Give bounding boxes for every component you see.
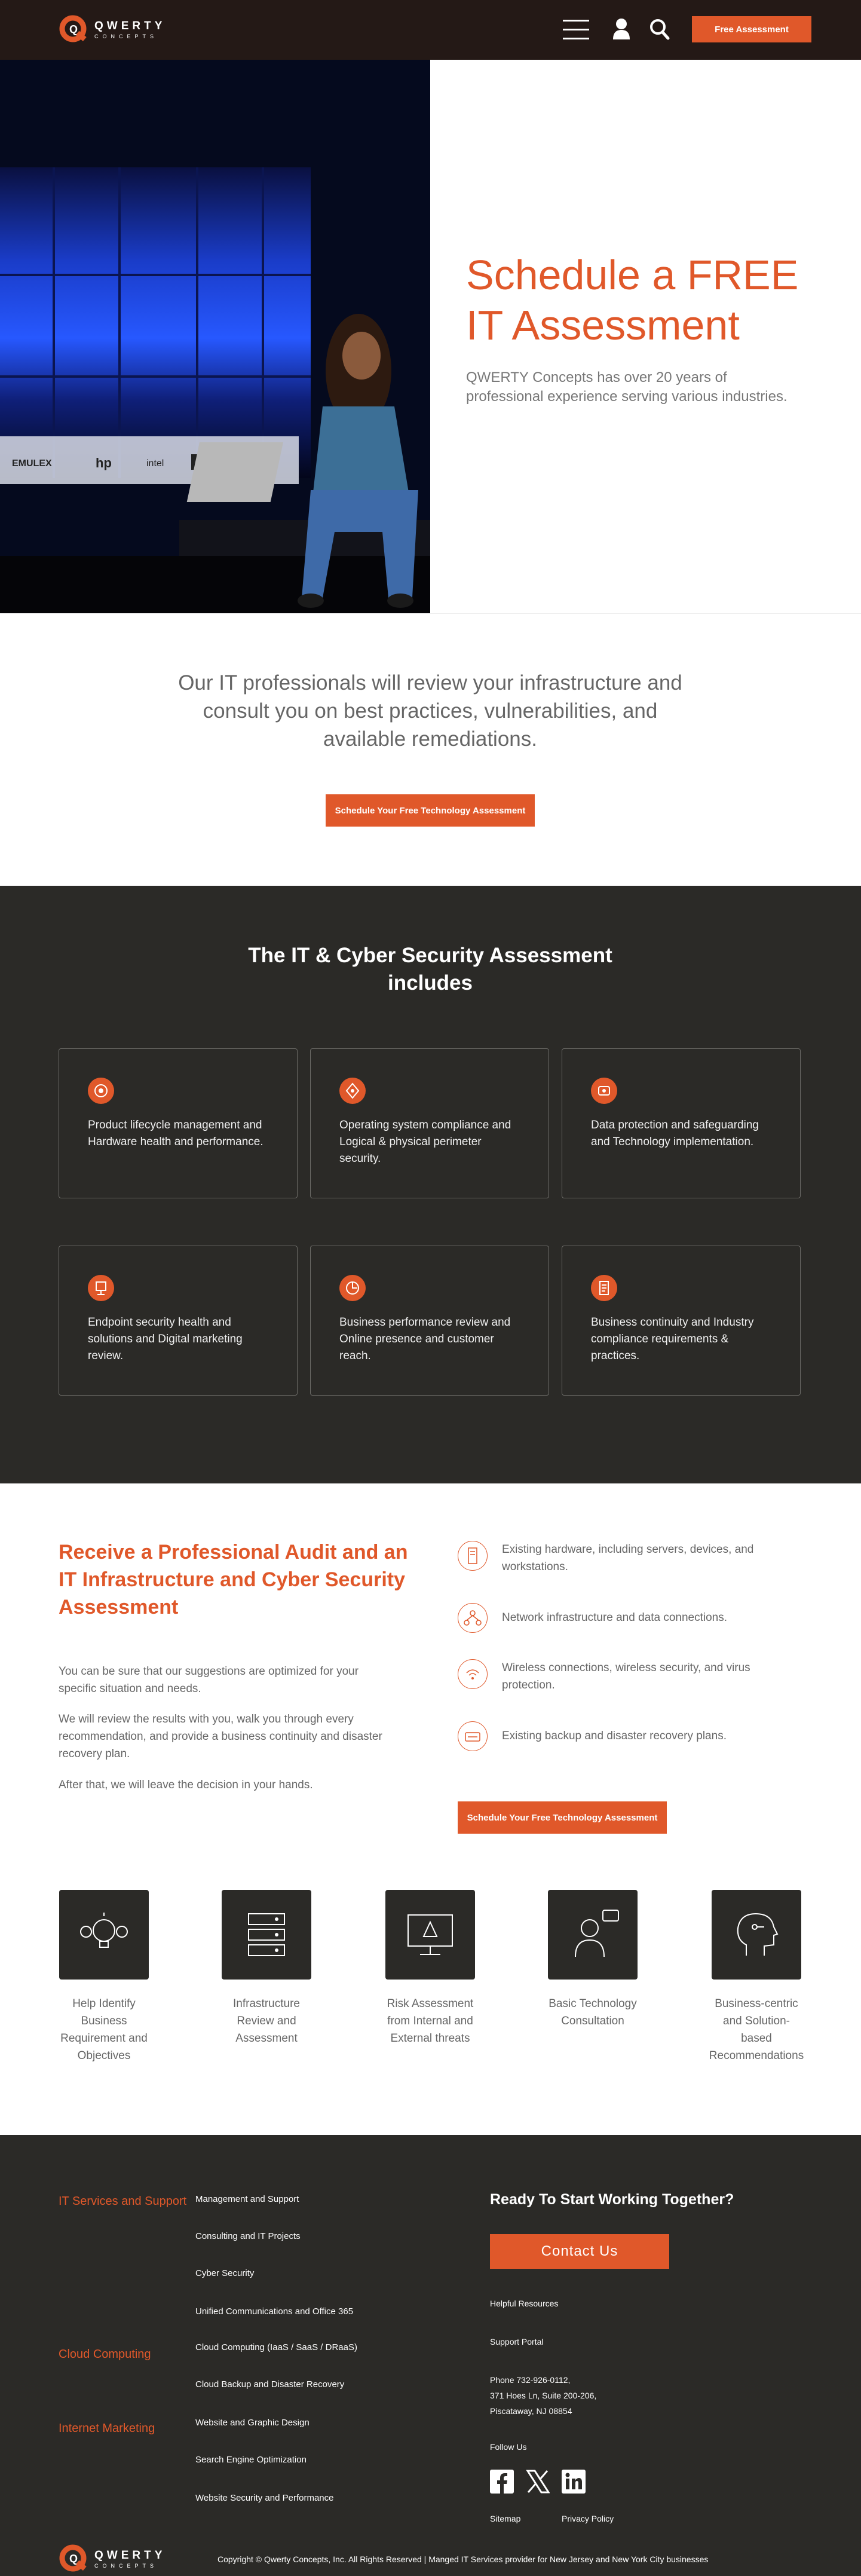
logo-sub: CONCEPTS <box>94 33 158 39</box>
include-card: Endpoint security health and solutions and Digital marketing review. <box>59 1246 298 1396</box>
lifecycle-icon <box>88 1078 114 1104</box>
footer-link[interactable]: Management and Support <box>195 2194 299 2204</box>
site-header <box>0 0 861 60</box>
footer-category[interactable]: Cloud Computing <box>59 2348 151 2361</box>
user-icon[interactable] <box>612 18 630 39</box>
gears-bulb-icon <box>59 1890 149 1980</box>
sitemap-link[interactable]: Sitemap <box>490 2514 521 2523</box>
audit-section: Receive a Professional Audit and an IT Infrastructure and Cyber Security Assessment You can be sure that our suggestions are optimized for your specific situation and needs. We will review the results with you, walk you through every recommendation, and provide a business continuity and disaster recovery plan. After that, we will leave the decision in your hands. Existing hardware, including servers, devices, and workstations. Network infrastructure and data connections. Wireless connections, wireless security, and virus protection. Existing backup and disaster recovery plans. Schedule Your Free Technology Assessment Help Identify Business Requirement and Objectives Infrastructure Review and Assessment Risk Assessment from Internal and External threats Basic Technology Consultation Business-centric and Solution-based Recommendations <box>0 1483 861 2135</box>
privacy-policy-link[interactable]: Privacy Policy <box>562 2514 614 2523</box>
perimeter-icon <box>339 1078 366 1104</box>
footer-heading: Ready To Start Working Together? <box>490 2191 734 2208</box>
logo-name: QWERTY <box>94 2549 166 2562</box>
hero-section <box>0 60 861 613</box>
hero-title: Schedule a FREE IT Assessment <box>466 252 799 348</box>
footer-address: 371 Hoes Ln, Suite 200-206, <box>490 2391 597 2400</box>
consultant-icon <box>548 1890 638 1980</box>
audit-paragraph: We will review the results with you, walk you through every recommendation, and provide a business continuity and disaster recovery plan. <box>59 1713 382 1760</box>
data-protection-icon <box>591 1078 617 1104</box>
linkedin-icon[interactable] <box>562 2470 586 2494</box>
audit-paragraph: After that, we will leave the decision in your hands. <box>59 1779 313 1791</box>
site-footer <box>0 2135 861 2576</box>
footer-link[interactable]: Consulting and IT Projects <box>195 2231 301 2241</box>
schedule-assessment-button[interactable]: Schedule Your Free Technology Assessment <box>458 1801 667 1834</box>
follow-us-label: Follow Us <box>490 2442 527 2452</box>
intro-section <box>0 613 861 886</box>
include-card: Product lifecycle management and Hardware health and performance. <box>59 1048 298 1198</box>
header-logo[interactable] <box>59 14 166 45</box>
performance-icon <box>339 1275 366 1301</box>
qwerty-logo-icon <box>59 14 90 45</box>
qwerty-logo-icon <box>59 2544 90 2575</box>
footer-address: Piscataway, NJ 08854 <box>490 2406 572 2416</box>
footer-category[interactable]: IT Services and Support <box>59 2195 187 2208</box>
free-assessment-button[interactable]: Free Assessment <box>692 16 811 42</box>
audit-title: Receive a Professional Audit and an IT Infrastructure and Cyber Security Assessment <box>59 1541 408 1619</box>
copyright-text: Copyright © Qwerty Concepts, Inc. All Rights Reserved | Manged IT Services provider for New Jersey and New York City businesses <box>217 2554 709 2564</box>
brand-hp: hp <box>96 455 112 470</box>
hero-image <box>0 60 430 613</box>
footer-link[interactable]: Cyber Security <box>195 2268 255 2278</box>
endpoint-icon <box>88 1275 114 1301</box>
footer-link[interactable]: Website Security and Performance <box>195 2493 334 2503</box>
brand-intel: intel <box>146 458 164 469</box>
intro-text: Our IT professionals will review your infrastructure and consult you on best practices, vulnerabilities, and available remediations. <box>178 671 682 751</box>
head-circuit-icon <box>712 1890 801 1980</box>
footer-link[interactable]: Search Engine Optimization <box>195 2455 307 2465</box>
logo-name: QWERTY <box>94 20 166 32</box>
x-twitter-icon[interactable] <box>526 2470 550 2494</box>
svg-text:Q: Q <box>69 2553 78 2565</box>
wireless-icon <box>458 1659 488 1689</box>
search-icon[interactable] <box>649 19 670 40</box>
contact-us-button[interactable]: Contact Us <box>490 2234 669 2269</box>
include-card: Operating system compliance and Logical & physical perimeter security. <box>310 1048 549 1198</box>
footer-link[interactable]: Cloud Backup and Disaster Recovery <box>195 2379 345 2390</box>
footer-phone: Phone 732-926-0112, <box>490 2375 571 2385</box>
hamburger-menu-icon[interactable] <box>563 20 589 40</box>
brand-emulex: EMULEX <box>12 458 52 469</box>
include-card: Business continuity and Industry compliance requirements & practices. <box>562 1246 801 1396</box>
svg-text:Q: Q <box>69 23 78 35</box>
server-rack-icon <box>222 1890 311 1980</box>
helpful-resources-link[interactable]: Helpful Resources <box>490 2299 559 2308</box>
schedule-assessment-button[interactable]: Schedule Your Free Technology Assessment <box>326 794 535 827</box>
facebook-icon[interactable] <box>490 2470 514 2494</box>
include-card: Data protection and safeguarding and Technology implementation. <box>562 1048 801 1198</box>
footer-link[interactable]: Cloud Computing (IaaS / SaaS / DRaaS) <box>195 2342 357 2352</box>
include-card: Business performance review and Online presence and customer reach. <box>310 1246 549 1396</box>
backup-icon <box>458 1721 488 1751</box>
includes-title: The IT & Cyber Security Assessment includes <box>248 944 612 995</box>
footer-logo[interactable] <box>59 2544 166 2575</box>
hero-subtitle: QWERTY Concepts has over 20 years of professional experience serving various industries. <box>466 369 788 405</box>
compliance-icon <box>591 1275 617 1301</box>
footer-link[interactable]: Website and Graphic Design <box>195 2418 310 2428</box>
audit-paragraph: You can be sure that our suggestions are optimized for your specific situation and needs. <box>59 1665 359 1695</box>
footer-category[interactable]: Internet Marketing <box>59 2422 155 2435</box>
hardware-icon <box>458 1541 488 1571</box>
monitor-alert-icon <box>385 1890 475 1980</box>
logo-sub: CONCEPTS <box>94 2563 158 2569</box>
assessment-includes-section <box>0 886 861 1483</box>
support-portal-link[interactable]: Support Portal <box>490 2337 544 2346</box>
network-icon <box>458 1603 488 1633</box>
footer-link[interactable]: Unified Communications and Office 365 <box>195 2306 354 2317</box>
